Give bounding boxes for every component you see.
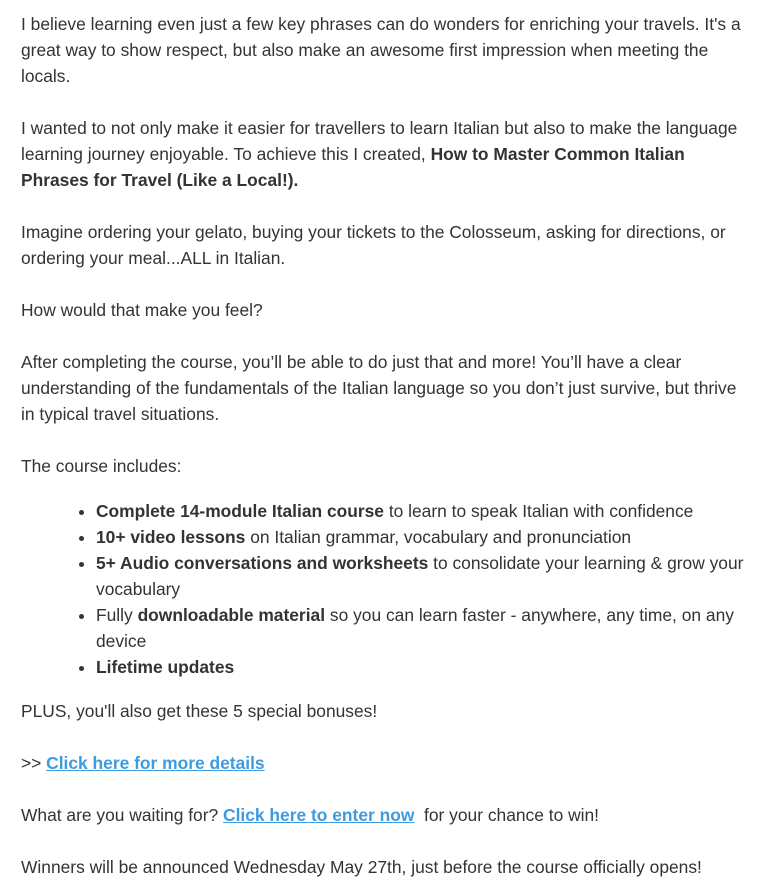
list-item [96, 498, 754, 524]
question-paragraph: How would that make you feel? [21, 300, 263, 320]
item-text: to learn to speak Italian with confidence [383, 501, 694, 521]
item-bold: 5+ Audio conversations and worksheets [96, 553, 429, 573]
item-bold: Lifetime updates [96, 657, 235, 677]
item-text: Fully [96, 605, 138, 625]
includes-heading: The course includes: [21, 456, 182, 476]
intro-paragraph: I believe learning even just a few key phrases can do wonders for enriching your travels. It's a great way to show respect, but also make an awesome first impression when meeting the locals. [21, 14, 741, 86]
item-text: on Italian grammar, vocabulary and pronunciation [245, 527, 632, 547]
list-item [96, 654, 754, 680]
includes-list [21, 498, 754, 680]
bonus-paragraph: PLUS, you'll also get these 5 special bonuses! [21, 701, 378, 721]
item-bold: Complete 14-module Italian course [96, 501, 384, 521]
item-text: so you can learn faster - anywhere, any time, on any device [96, 605, 734, 651]
course-paragraph [21, 115, 754, 193]
item-bold: 10+ video lessons [96, 527, 246, 547]
list-item [96, 602, 754, 654]
list-item [96, 550, 754, 602]
course-text: I wanted to not only make it easier for travellers to learn Italian but also to make the language learning journey enjoyable. To achieve this I created, [21, 118, 738, 164]
imagine-paragraph: Imagine ordering your gelato, buying your tickets to the Colosseum, asking for directions, or ordering your meal...ALL in Italian. [21, 222, 726, 268]
list-item [96, 524, 754, 550]
item-text: to consolidate your learning & grow your vocabulary [96, 553, 744, 599]
details-paragraph [21, 750, 754, 776]
enter-prefix: What are you waiting for? [21, 805, 224, 825]
enter-suffix: for your chance to win! [414, 805, 599, 825]
enter-paragraph [21, 802, 754, 828]
item-bold: downloadable material [137, 605, 326, 625]
more-details-link[interactable]: Click here for more details [46, 753, 265, 773]
course-title: How to Master Common Italian Phrases for Travel (Like a Local!). [21, 144, 685, 190]
outcome-paragraph: After completing the course, you’ll be able to do just that and more! You’ll have a clear understanding of the fundamentals of the Italian language so you don’t just survive, but thrive in typical travel situations. [21, 352, 737, 424]
winners-paragraph: Winners will be announced Wednesday May 27th, just before the course officially opens! [21, 857, 702, 877]
enter-now-link[interactable]: Click here to enter now [223, 805, 415, 825]
arrow-prefix: >> [21, 753, 47, 773]
